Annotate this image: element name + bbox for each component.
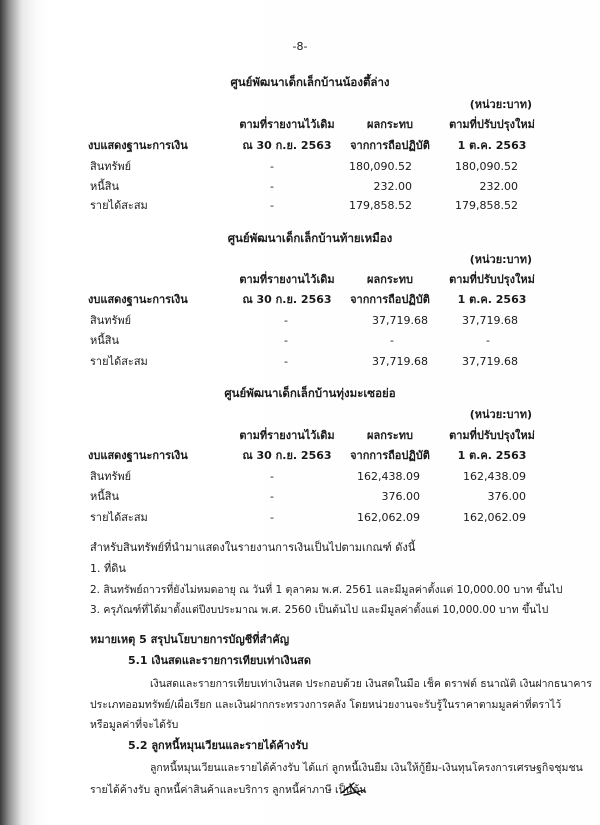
sub1-heading: 5.1 เงินสดและรายการเทียบเท่าเงินสด xyxy=(128,654,311,667)
section-2-row-new: 37,719.68 xyxy=(462,314,518,327)
criteria-item: 3. ครุภัณฑ์ที่ได้มาตั้งแต่ปีงบประมาณ พ.ศ. 2560 เป็นต้นไป และมีมูลค่าตั้งแต่ 10,000.00 บาท ขึ้นไป xyxy=(90,604,549,616)
section-2-row-orig: - xyxy=(284,314,288,327)
section-1-col2-h2: จากการถือปฏิบัติ xyxy=(350,139,430,152)
sub1-line: ประเภทออมทรัพย์/เผื่อเรียก และเงินฝากกระทรวงการคลัง โดยหน่วยงานจะรับรู้ในราคาตามมูลค่าที่ตราไว้ xyxy=(90,699,562,711)
section-1-row-new: 180,090.52 xyxy=(455,160,518,173)
section-2-col2-h2: จากการถือปฏิบัติ xyxy=(350,293,430,306)
section-1-title: ศูนย์พัฒนาเด็กเล็กบ้านน้องตึ้ล่าง xyxy=(230,75,390,89)
sub1-line: เงินสดและรายการเทียบเท่าเงินสด ประกอบด้วย เงินสดในมือ เช็ค ดราฟต์ ธนาณัติ เงินฝากธนาคาร xyxy=(150,678,592,690)
section-3-row-orig: - xyxy=(270,470,274,483)
section-2-statement-label: งบแสดงฐานะการเงิน xyxy=(88,293,188,306)
section-2-col3-h2: 1 ต.ค. 2563 xyxy=(457,293,527,306)
section-2-row-orig: - xyxy=(284,355,288,368)
section-1-row-effect: 232.00 xyxy=(373,180,412,193)
section-3-row-label: หนี้สิน xyxy=(90,490,120,503)
section-1-row-label: หนี้สิน xyxy=(90,180,120,193)
section-3-row-new: 376.00 xyxy=(487,490,526,503)
section-1-row-orig: - xyxy=(270,160,274,173)
section-1-row-orig: - xyxy=(270,180,274,193)
section-2-col1-h2: ณ 30 ก.ย. 2563 xyxy=(242,293,332,306)
section-1-row-effect: 179,858.52 xyxy=(349,199,412,212)
section-1-col1-h2: ณ 30 ก.ย. 2563 xyxy=(242,139,332,152)
sub2-line: รายได้ค้างรับ ลูกหนี้ค่าสินค้าและบริการ ลูกหนี้ค่าภาษี เป็นต้น xyxy=(90,784,367,796)
section-1-statement-label: งบแสดงฐานะการเงิน xyxy=(88,139,188,152)
page-number: -8- xyxy=(292,40,308,53)
section-1-col3-h1: ตามที่ปรับปรุงใหม่ xyxy=(449,118,535,131)
section-2-col2-h1: ผลกระทบ xyxy=(367,273,413,286)
section-3-row-new: 162,062.09 xyxy=(463,511,526,524)
section-2-row-new: - xyxy=(486,334,490,347)
section-3-col1-h1: ตามที่รายงานไว้เดิม xyxy=(239,429,335,442)
section-3-row-orig: - xyxy=(270,490,274,503)
section-3-row-label: สินทรัพย์ xyxy=(90,470,132,483)
section-2-row-orig: - xyxy=(284,334,288,347)
section-3-row-effect: 162,062.09 xyxy=(357,511,420,524)
section-3-statement-label: งบแสดงฐานะการเงิน xyxy=(88,449,188,462)
section-2-row-label: หนี้สิน xyxy=(90,334,120,347)
section-2-col3-h1: ตามที่ปรับปรุงใหม่ xyxy=(449,273,535,286)
section-3-col3-h1: ตามที่ปรับปรุงใหม่ xyxy=(449,429,535,442)
section-2-title: ศูนย์พัฒนาเด็กเล็กบ้านท้ายเหมือง xyxy=(227,231,393,245)
section-3-col1-h2: ณ 30 ก.ย. 2563 xyxy=(242,449,332,462)
note-heading: หมายเหตุ 5 สรุปนโยบายการบัญชีที่สำคัญ xyxy=(90,633,290,646)
section-2-unit: (หน่วย:บาท) xyxy=(469,253,532,266)
section-1-row-label: รายได้สะสม xyxy=(90,199,148,212)
section-2-row-label: รายได้สะสม xyxy=(90,355,148,368)
section-1-col2-h1: ผลกระทบ xyxy=(367,118,413,131)
section-1-row-effect: 180,090.52 xyxy=(349,160,412,173)
section-2-row-effect: 37,719.68 xyxy=(372,314,428,327)
criteria-intro: สำหรับสินทรัพย์ที่นำมาแสดงในรายงานการเงินเป็นไปตามเกณฑ์ ดังนี้ xyxy=(90,541,416,554)
section-1-col3-h2: 1 ต.ค. 2563 xyxy=(457,139,527,152)
section-3-col3-h2: 1 ต.ค. 2563 xyxy=(457,449,527,462)
criteria-item: 1. ที่ดิน xyxy=(90,562,126,575)
section-1-row-new: 232.00 xyxy=(479,180,518,193)
criteria-item: 2. สินทรัพย์ถาวรที่ยังไม่หมดอายุ ณ วันที่ 1 ตุลาคม พ.ศ. 2561 และมีมูลค่าตั้งแต่ 10,000.00 บาท ขึ้นไป xyxy=(90,584,563,596)
section-3-unit: (หน่วย:บาท) xyxy=(469,408,532,421)
section-2-col1-h1: ตามที่รายงานไว้เดิม xyxy=(239,273,335,286)
section-3-row-new: 162,438.09 xyxy=(463,470,526,483)
section-1-row-new: 179,858.52 xyxy=(455,199,518,212)
section-1-unit: (หน่วย:บาท) xyxy=(469,98,532,111)
section-3-col2-h2: จากการถือปฏิบัติ xyxy=(350,449,430,462)
sub2-line: ลูกหนี้หมุนเวียนและรายได้ค้างรับ ได้แก่ ลูกหนี้เงินยืม เงินให้กู้ยืม-เงินทุนโครงการเศรษฐกิจชุมชน xyxy=(150,762,583,774)
section-2-row-effect: - xyxy=(390,334,394,347)
section-2-row-new: 37,719.68 xyxy=(462,355,518,368)
section-3-row-label: รายได้สะสม xyxy=(90,511,148,524)
section-2-row-label: สินทรัพย์ xyxy=(90,314,132,327)
sub1-line: หรือมูลค่าที่จะได้รับ xyxy=(90,719,179,731)
initials-signature xyxy=(338,780,366,798)
section-1-col1-h1: ตามที่รายงานไว้เดิม xyxy=(239,118,335,131)
section-1-row-orig: - xyxy=(270,199,274,212)
section-3-row-effect: 376.00 xyxy=(381,490,420,503)
section-2-row-effect: 37,719.68 xyxy=(372,355,428,368)
sub2-heading: 5.2 ลูกหนี้หมุนเวียนและรายได้ค้างรับ xyxy=(128,739,309,752)
section-3-row-orig: - xyxy=(270,511,274,524)
section-3-row-effect: 162,438.09 xyxy=(357,470,420,483)
section-3-col2-h1: ผลกระทบ xyxy=(367,429,413,442)
section-3-title: ศูนย์พัฒนาเด็กเล็กบ้านทุ่งมะเซอย่อ xyxy=(224,386,396,400)
section-1-row-label: สินทรัพย์ xyxy=(90,160,132,173)
